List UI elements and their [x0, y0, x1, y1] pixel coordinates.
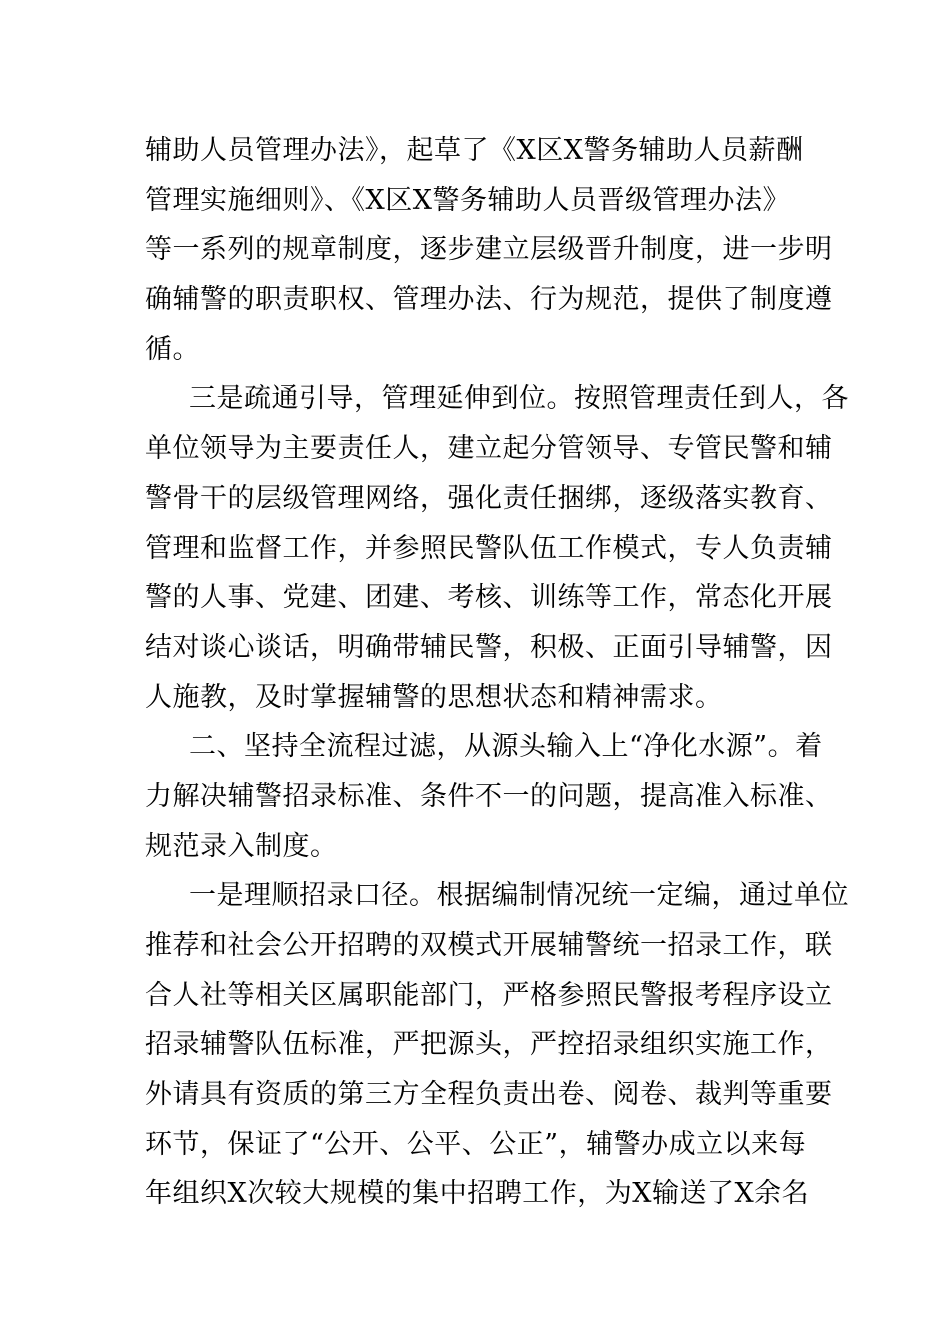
text-line: 管理和监督工作，并参照民警队伍工作模式，专人负责辅 [145, 532, 833, 564]
text-line: 管理实施细则》、《X区X警务辅助人员晋级管理办法》 [145, 184, 790, 216]
document-body [145, 126, 849, 1219]
text-line: 辅助人员管理办法》，起草了《X区X警务辅助人员薪酬 [145, 135, 804, 166]
text-line: 单位领导为主要责任人，建立起分管领导、专管民警和辅 [145, 433, 833, 465]
text-line: 合人社等相关区属职能部门，严格参照民警报考程序设立 [145, 979, 833, 1011]
text-line: 等一系列的规章制度，逐步建立层级晋升制度，进一步明 [145, 234, 833, 266]
text-line: 规范录入制度。 [145, 830, 338, 862]
text-line: 人施教，及时掌握辅警的思想状态和精神需求。 [145, 681, 723, 713]
paragraph-start-line: 三是疏通引导，管理延伸到位。按照管理责任到人，各 [189, 383, 849, 415]
text-line: 循。 [145, 333, 200, 365]
text-line: 警的人事、党建、团建、考核、训练等工作，常态化开展 [145, 582, 833, 614]
paragraph-start-line: 一是理顺招录口径。根据编制情况统一定编，通过单位 [189, 880, 849, 912]
text-line: 结对谈心谈话，明确带辅民警，积极、正面引导辅警，因 [145, 631, 833, 663]
text-line: 确辅警的职责职权、管理办法、行为规范，提供了制度遵 [145, 284, 833, 316]
text-line: 推荐和社会公开招聘的双模式开展辅警统一招录工作，联 [145, 930, 833, 961]
paragraph-start-line: 二、坚持全流程过滤，从源头输入上“净化水源”。着 [189, 731, 823, 763]
text-line: 年组织X次较大规模的集中招聘工作，为X输送了X余名 [145, 1178, 810, 1210]
text-line: 招录辅警队伍标准，严把源头，严控招录组织实施工作， [145, 1029, 833, 1061]
text-line: 外请具有资质的第三方全程负责出卷、阅卷、裁判等重要 [145, 1079, 833, 1111]
text-line: 环节，保证了“公开、公平、公正”，辅警办成立以来每 [145, 1128, 807, 1160]
text-line: 力解决辅警招录标准、条件不一的问题，提高准入标准、 [145, 780, 833, 812]
text-line: 警骨干的层级管理网络，强化责任捆绑，逐级落实教育、 [145, 482, 833, 514]
